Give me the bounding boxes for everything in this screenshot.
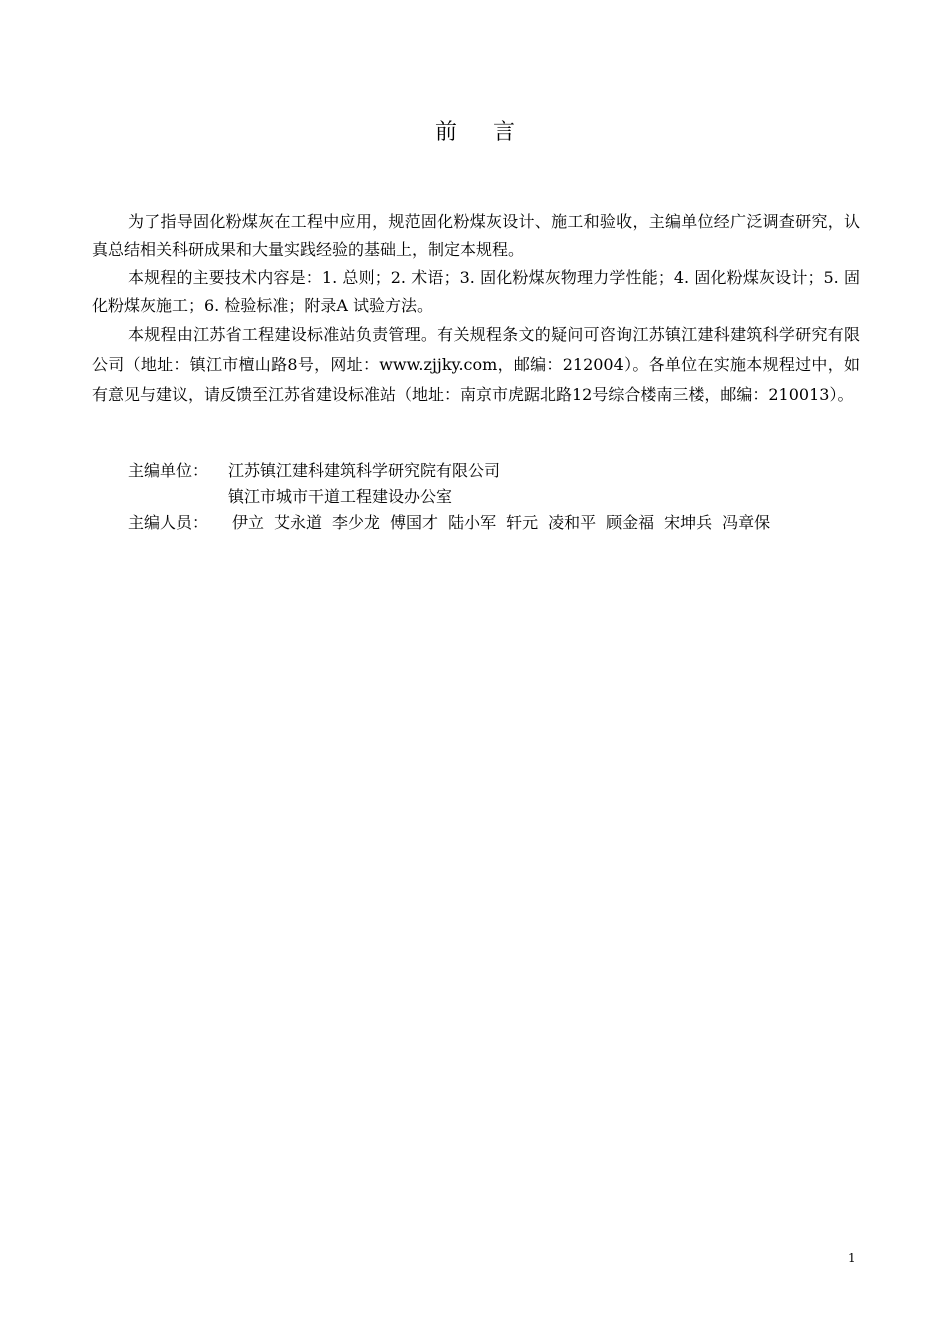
editor-unit-primary: 江苏镇江建科建筑科学研究院有限公司 — [228, 461, 501, 480]
foreword-paragraph-contents: 本规程的主要技术内容是：1. 总则；2. 术语；3. 固化粉煤灰物理力学性能；4. 固化粉煤灰设计；5. 固化粉煤灰施工；6. 检验标准；附录A 试验方法。 — [92, 268, 860, 315]
editor-units-row — [128, 458, 868, 484]
editor-units-label: 主编单位： — [128, 461, 209, 480]
editor-persons-list — [228, 510, 780, 536]
page-number: 1 — [848, 1251, 856, 1265]
foreword-paragraph-management: 本规程由江苏省工程建设标准站负责管理。有关规程条文的疑问可咨询江苏镇江建科建筑科学研究有限公司（地址：镇江市檀山路8号，网址：www.zjjky.com，邮编：212004）。各单位在实施本规程过中，如有意见与建议，请反馈至江苏省建设标准站（地址：南京市虎踞北路12号综合楼南三楼，邮编：210013）。 — [92, 325, 860, 404]
editor-person: 凌和平 — [548, 513, 597, 532]
foreword-paragraph-purpose: 为了指导固化粉煤灰在工程中应用，规范固化粉煤灰设计、施工和验收，主编单位经广泛调查研究，认真总结相关科研成果和大量实践经验的基础上，制定本规程。 — [92, 212, 860, 259]
editor-person: 轩元 — [506, 513, 539, 532]
editor-person: 伊立 — [232, 513, 265, 532]
editor-person: 宋坤兵 — [664, 513, 713, 532]
editors-section — [128, 458, 868, 536]
foreword-body — [92, 208, 860, 410]
page-title: 前言 — [434, 120, 551, 145]
editor-person: 李少龙 — [332, 513, 381, 532]
editor-unit-secondary: 镇江市城市干道工程建设办公室 — [228, 487, 453, 506]
editor-person: 艾永道 — [274, 513, 323, 532]
editor-persons-label: 主编人员： — [128, 513, 209, 532]
editor-units-row-2 — [128, 484, 868, 510]
editor-person: 顾金福 — [606, 513, 655, 532]
editor-person: 陆小军 — [448, 513, 497, 532]
editor-persons-row — [128, 510, 868, 536]
editor-person: 傅国才 — [390, 513, 439, 532]
editor-person: 冯章保 — [722, 513, 771, 532]
